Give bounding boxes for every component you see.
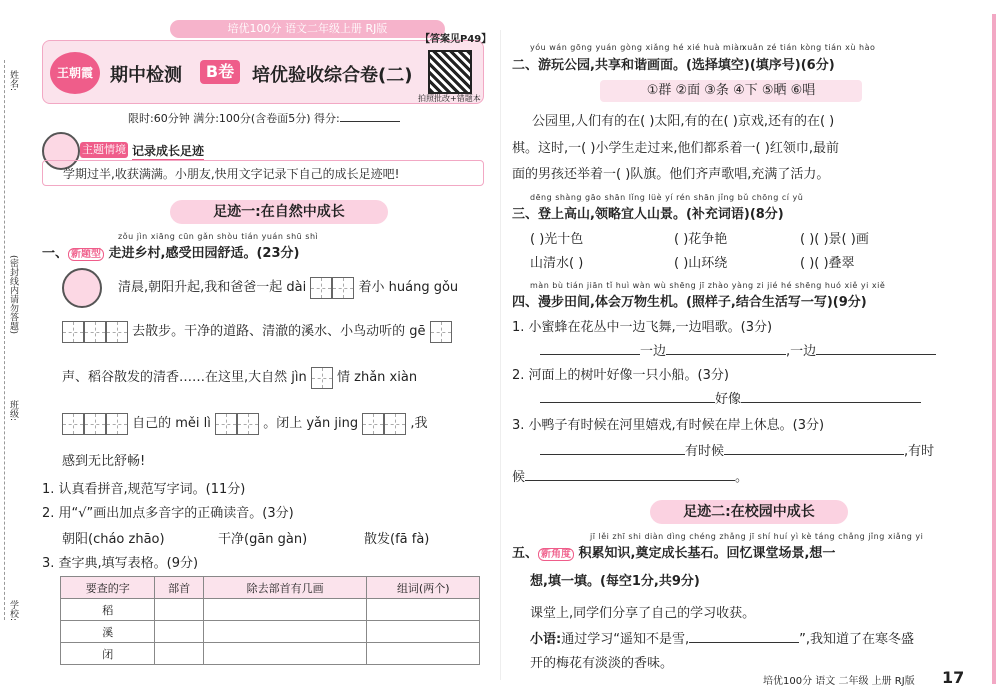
char-box[interactable] xyxy=(430,321,452,343)
theme-title: 记录成长足迹 xyxy=(132,142,204,161)
top-bar: 培优100分 语文二年级上册 RJ版 xyxy=(170,20,445,38)
page-border xyxy=(958,14,996,684)
q1-pinyin: zǒu jìn xiāng cūn gǎn shòu tián yuán shū shì xyxy=(118,232,319,241)
q1-line2: 去散步。干净的道路、清澈的溪水、小鸟动听的 gē xyxy=(62,316,452,348)
table-row: 溪 xyxy=(61,621,480,643)
char-box[interactable] xyxy=(106,321,128,343)
dictionary-table xyxy=(60,576,480,665)
q2-line2: 棋。这时,一( )小学生走过来,他们都系着一( )红领巾,最前 xyxy=(512,141,839,156)
q5-heading: 五、 新角度 积累知识,奠定成长基石。回忆课堂场景,想一 xyxy=(512,546,836,561)
char-box[interactable] xyxy=(84,321,106,343)
q1-line1: 清晨,朝阳升起,我和爸爸一起 dài 着小 huáng gǒu xyxy=(118,272,458,304)
q3-r2c2: ( )山环绕 xyxy=(674,256,728,271)
name-label: 姓名: xyxy=(8,70,18,92)
q5-pinyin: jī lěi zhī shi diàn dìng chéng zhǎng jī shí huí yì kè táng chǎng jǐng xiǎng yi xyxy=(590,532,924,541)
char-box[interactable] xyxy=(384,413,406,435)
intro-text: 学期过半,收获满满。小朋友,快用文字记录下自己的成长足迹吧! xyxy=(42,160,484,186)
table-row: 闭 xyxy=(61,643,480,665)
char-box[interactable] xyxy=(332,277,354,299)
page-divider xyxy=(500,30,501,680)
q2-line1: 公园里,人们有的在( )太阳,有的在( )京戏,还有的在( ) xyxy=(532,114,835,129)
q5-line1: 课堂上,同学们分享了自己的学习收获。 xyxy=(530,606,756,621)
q2-options: ①群 ②面 ③条 ④下 ⑤晒 ⑥唱 xyxy=(600,80,862,102)
char-box[interactable] xyxy=(237,413,259,435)
q5-line2: 小语:通过学习“遥知不是雪, ”,我知道了在寒冬盛 xyxy=(530,632,914,647)
q3-r1c2: ( )花争艳 xyxy=(674,232,728,247)
q1-heading: 一、 新题型 走进乡村,感受田园舒适。(23分) xyxy=(42,246,300,261)
polyphone-3[interactable]: 散发(fā fà) xyxy=(364,532,430,547)
q4-s3-fill: 有时候 ,有时 xyxy=(540,440,934,459)
q5-line3: 开的梅花有淡淡的香味。 xyxy=(530,656,674,671)
q3-heading: 三、登上高山,领略宜人山景。(补充词语)(8分) xyxy=(512,207,784,222)
char-box[interactable] xyxy=(84,413,106,435)
table-header: 部首 xyxy=(155,577,203,599)
q4-s3-fill2: 候 。 xyxy=(512,470,749,485)
q4-s3: 3. 小鸭子有时候在河里嬉戏,有时候在岸上休息。(3分) xyxy=(512,418,825,433)
q3-r1c1: ( )光十色 xyxy=(530,232,584,247)
q3-r1c3: ( )( )景( )画 xyxy=(800,232,869,247)
q4-s1: 1. 小蜜蜂在花丛中一边飞舞,一边唱歌。(3分) xyxy=(512,320,773,335)
q1-sub1: 1. 认真看拼音,规范写字词。(11分) xyxy=(42,482,246,497)
seal-notice: (密封线内请勿答题) xyxy=(8,255,18,335)
q1-line3: 声、稻谷散发的清香……在这里,大自然 jìn 情 zhǎn xiàn xyxy=(62,362,417,394)
q1-line5: 感到无比舒畅! xyxy=(62,454,146,469)
q5-heading2: 想,填一填。(每空1分,共9分) xyxy=(530,574,700,589)
qr-caption: 拍照批改+错题本 xyxy=(418,94,481,103)
school-label: 学校: xyxy=(8,600,18,622)
q1-sub3: 3. 查字典,填写表格。(9分) xyxy=(42,556,199,571)
exam-meta: 限时:60分钟 满分:100分(含卷面5分) 得分: xyxy=(128,110,400,126)
table-header: 组词(两个) xyxy=(367,577,480,599)
q2-pinyin: yóu wán gōng yuán gòng xiǎng hé xié huà miàn xyxy=(530,43,746,52)
q4-heading: 四、漫步田间,体会万物生机。(照样子,结合生活写一写)(9分) xyxy=(512,295,867,310)
q1-line4: 自己的 měi lì 。闭上 yǎn jing ,我 xyxy=(62,408,428,440)
theme-tag: 主题情境 xyxy=(82,143,126,156)
q3-r2c1: 山清水( ) xyxy=(530,256,584,271)
section-nature: 足迹一:在自然中成长 xyxy=(170,200,388,224)
girl-reading-icon xyxy=(62,268,102,308)
table-header: 要查的字 xyxy=(61,577,155,599)
polyphone-2[interactable]: 干净(gān gàn) xyxy=(218,532,308,547)
qr-code-icon[interactable] xyxy=(428,50,472,94)
q3-pinyin: dēng shàng gāo shān lǐng lüè yí rén shān jǐng bǔ chōng cí yǔ xyxy=(530,193,804,202)
q4-s2-fill: 好像 xyxy=(540,388,921,407)
q4-pinyin: màn bù tián jiān tǐ huì wàn wù shēng jī zhào yàng zi jié hé shēng huó xiě yi xiě xyxy=(530,281,886,290)
table-row: 稻 xyxy=(61,599,480,621)
char-box[interactable] xyxy=(311,367,333,389)
answer-reference: 【答案见P49】 xyxy=(420,34,492,45)
exam-title: 期中检测 xyxy=(110,65,182,86)
char-box[interactable] xyxy=(62,321,84,343)
char-box[interactable] xyxy=(362,413,384,435)
char-box[interactable] xyxy=(106,413,128,435)
q3-r2c3: ( )( )叠翠 xyxy=(800,256,855,271)
q2-line3: 面的男孩还举着一( )队旗。他们齐声歌唱,充满了活力。 xyxy=(512,167,830,182)
exam-subtitle: 培优验收综合卷(二) xyxy=(252,65,413,86)
footer: 培优100分 语文 二年级 上册 RJ版 xyxy=(763,676,915,687)
exam-badge: B卷 xyxy=(200,60,240,84)
polyphone-1[interactable]: 朝阳(cháo zhāo) xyxy=(62,532,165,547)
table-header: 除去部首有几画 xyxy=(203,577,367,599)
q4-s2: 2. 河面上的树叶好像一只小船。(3分) xyxy=(512,368,729,383)
q4-s1-fill: 一边 ,一边 xyxy=(540,340,936,359)
char-box[interactable] xyxy=(310,277,332,299)
char-box[interactable] xyxy=(62,413,84,435)
class-label: 班级: xyxy=(8,400,18,422)
binding-line xyxy=(4,60,5,620)
q2-pinyin2: xuǎn zé tián kòng tián xù hào xyxy=(742,43,876,52)
q1-sub2: 2. 用“√”画出加点多音字的正确读音。(3分) xyxy=(42,506,294,521)
q2-heading: 二、游玩公园,共享和谐画面。(选择填空)(填序号)(6分) xyxy=(512,58,835,73)
section-school: 足迹二:在校园中成长 xyxy=(650,500,848,524)
logo: 王朝霞 xyxy=(50,52,100,94)
char-box[interactable] xyxy=(215,413,237,435)
page-number: 17 xyxy=(942,668,965,687)
